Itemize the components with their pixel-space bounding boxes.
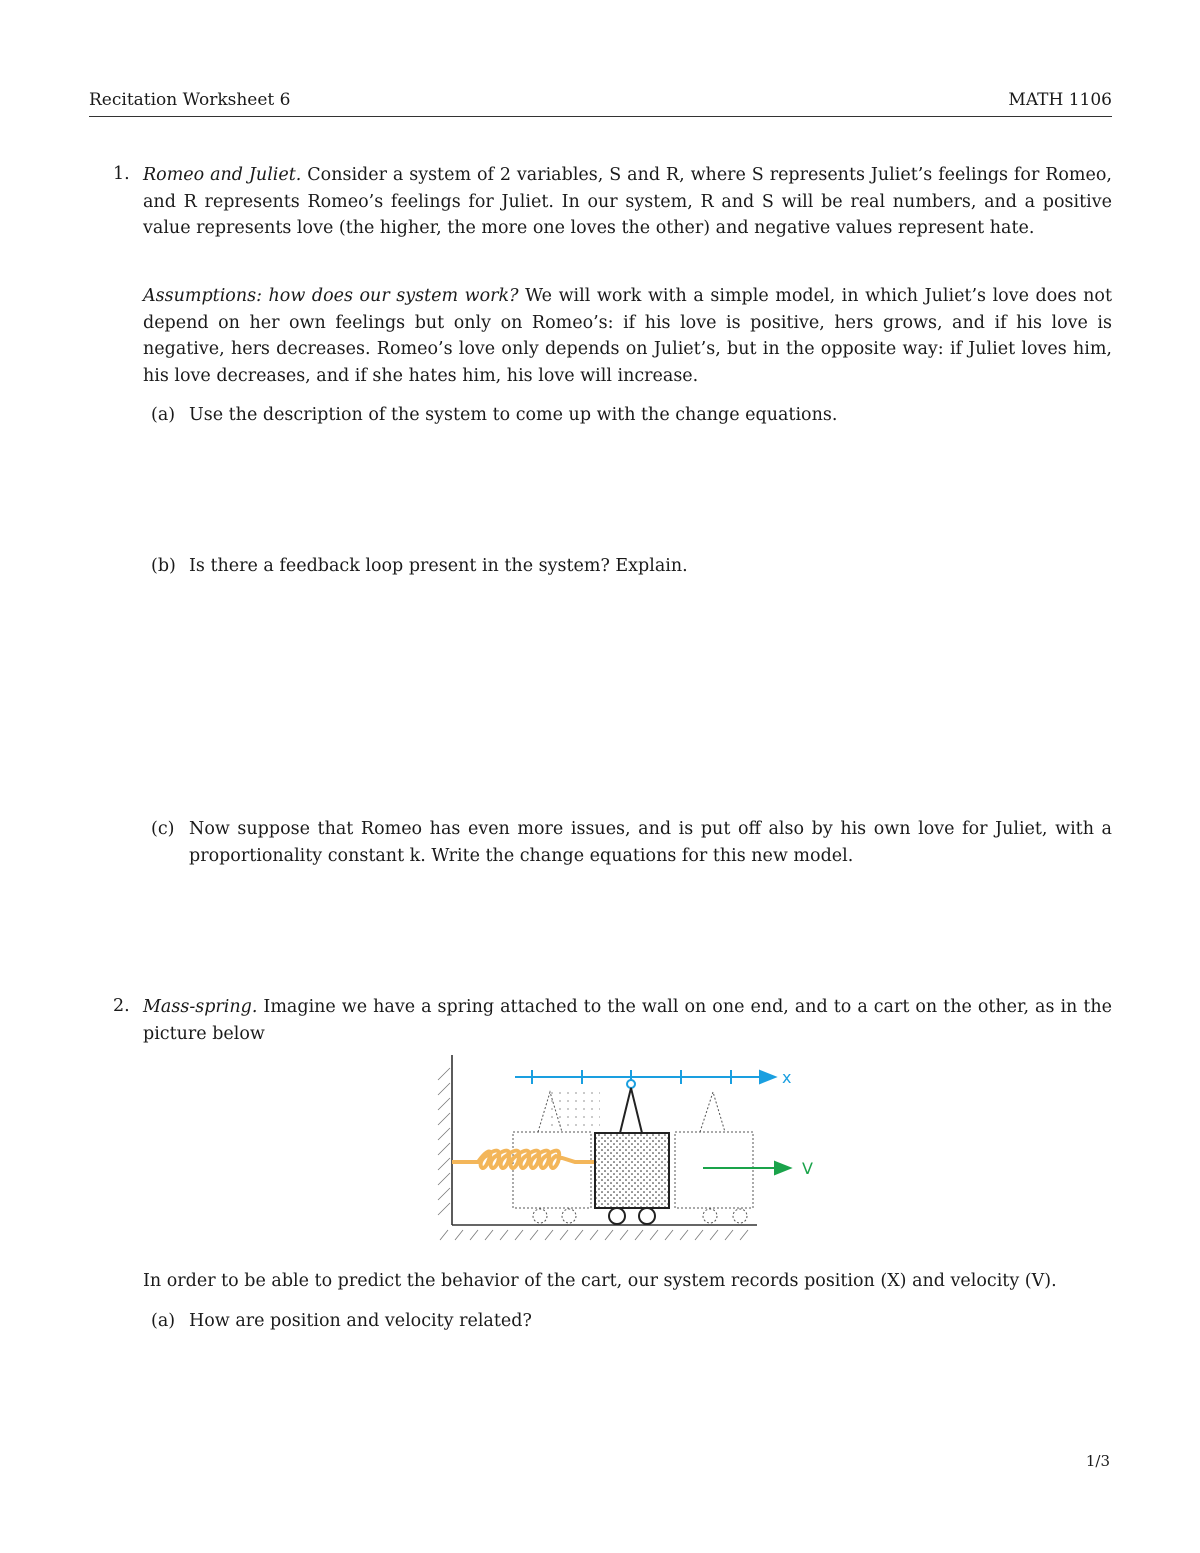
wall-hatching: [438, 1068, 450, 1215]
q1-part-c-label: (c): [151, 819, 175, 839]
q2-intro-paragraph: [143, 994, 1112, 1047]
q2-part-a: [151, 1308, 1112, 1338]
q1-intro-paragraph: [143, 162, 1112, 242]
ghost-cart-right: [675, 1092, 753, 1223]
q1-part-b-label: (b): [151, 556, 176, 576]
floor-hatching: [440, 1230, 748, 1240]
x-axis-label: x: [782, 1068, 792, 1087]
page-number: 1/3: [1085, 1452, 1110, 1470]
ghost-cart-left-fill: [550, 1092, 600, 1132]
q1-assumptions-text: We will work with a simple model, in which Juliet’s love does not depend on her own feelings but only on Romeo’s: if his love is positive, hers grows, and if his love is negative, hers decreases. Romeo’s love only depends on Juliet’s, but in the opposite way: if Juliet loves him, his love decreases, and if she hates him, his love will increase.: [143, 286, 1112, 386]
q2-title: Mass-spring.: [143, 997, 258, 1017]
q1-part-a-text: Use the description of the system to come up with the change equations.: [189, 405, 838, 425]
q2-number: 2.: [113, 996, 130, 1016]
q1-part-c: [151, 816, 1112, 872]
q1-part-a-label: (a): [151, 405, 176, 425]
q1-assumptions-title: Assumptions: how does our system work?: [143, 286, 519, 306]
x-axis: [515, 1070, 775, 1088]
q1-part-b: [151, 553, 1112, 583]
q2-intro: Imagine we have a spring attached to the wall on one end, and to a cart on the other, as in the picture below: [143, 997, 1112, 1044]
q2-part-a-label: (a): [151, 1311, 176, 1331]
q1-part-a: [151, 402, 1112, 432]
q1-part-c-text: Now suppose that Romeo has even more issues, and is put off also by his own love for Juliet, with a proportionality constant k. Write the change equations for this new model.: [189, 819, 1112, 866]
q1-assumptions-paragraph: [143, 283, 1112, 389]
q1-part-b-text: Is there a feedback loop present in the system? Explain.: [189, 556, 688, 576]
velocity-label: V: [802, 1159, 813, 1178]
spring: [452, 1151, 595, 1168]
header-title: Recitation Worksheet 6: [89, 90, 291, 110]
q2-part-a-text: How are position and velocity related?: [189, 1311, 532, 1331]
q1-title: Romeo and Juliet.: [143, 165, 302, 185]
q1-intro: Consider a system of 2 variables, S and R, where S represents Juliet’s feelings for Romeo, and R represents Romeo’s feelings for Juliet. In our system, R and S will be real numbers, and a positive value represents love (the higher, the more one loves the other) and negative values represent hate.: [143, 165, 1112, 238]
page-header: [89, 90, 1112, 117]
header-course: MATH 1106: [1008, 90, 1112, 110]
q2-after-figure: In order to be able to predict the behavior of the cart, our system records position (X) and velocity (V).: [143, 1271, 1057, 1291]
velocity-arrow: [703, 1162, 790, 1174]
cart: [595, 1088, 669, 1224]
mass-spring-figure: [430, 1050, 830, 1245]
q1-number: 1.: [113, 164, 130, 184]
